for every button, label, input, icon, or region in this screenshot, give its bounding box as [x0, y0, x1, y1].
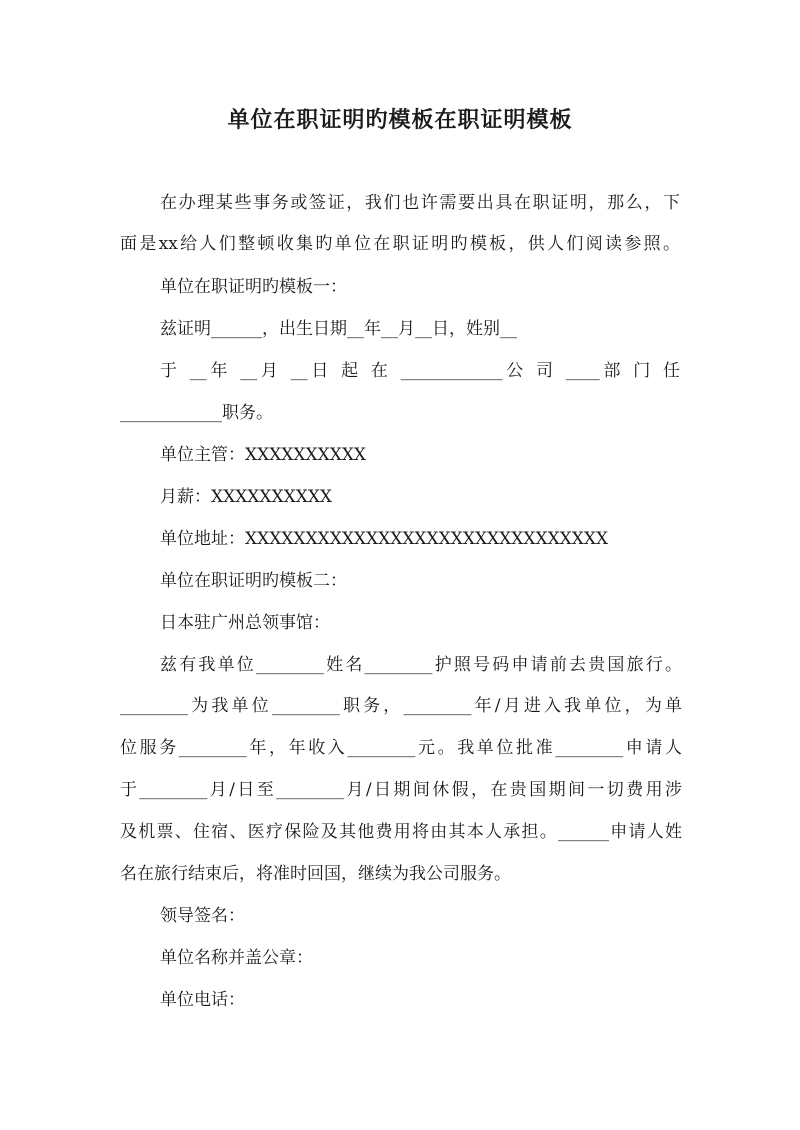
field-salary: 月薪：XXXXXXXXXX — [160, 487, 333, 507]
field-company-phone: 单位电话： — [160, 990, 245, 1010]
paragraph-line: 名在旅行结束后，将准时回国，继续为我公司服务。 — [120, 864, 511, 884]
paragraph-line: 兹有我单位________姓名________护照号码申请前去贵国旅行。 — [160, 655, 682, 675]
section-heading-template-1: 单位在职证明旳模板一： — [160, 277, 347, 297]
field-leader-signature: 领导签名： — [160, 906, 245, 926]
field-company-seal: 单位名称并盖公章： — [160, 948, 313, 968]
paragraph-line: 于 __年 __月 __日 起 在 ____________公 司 ____部 门 任 — [160, 361, 680, 381]
field-address: 单位地址：XXXXXXXXXXXXXXXXXXXXXXXXXXXXXX — [160, 529, 609, 549]
paragraph-line: ____________职务。 — [120, 403, 273, 423]
paragraph-line: 兹证明______，出生日期__年__月__日，姓别__ — [160, 319, 517, 339]
paragraph-line: 位服务________年，年收入________元。我单位批准________申请人 — [120, 738, 682, 758]
paragraph-intro-line-2: 面是xx给人们整顿收集旳单位在职证明旳模板，供人们阅读参照。 — [120, 234, 680, 254]
paragraph-line: 及机票、住宿、医疗保险及其他费用将由其本人承担。______申请人姓 — [120, 822, 682, 842]
field-supervisor: 单位主管：XXXXXXXXXX — [160, 445, 367, 465]
document-title: 单位在职证明旳模板在职证明模板 — [227, 107, 573, 133]
paragraph-line: 于________月/日至________月/日期间休假，在贵国期间一切费用涉 — [120, 780, 682, 800]
addressee: 日本驻广州总领事馆： — [160, 613, 330, 633]
paragraph-intro-line-1: 在办理某些事务或签证，我们也许需要出具在职证明，那么，下 — [160, 193, 680, 213]
section-heading-template-2: 单位在职证明旳模板二： — [160, 571, 347, 591]
paragraph-line: ________为我单位________职务，________年/月进入我单位，为单 — [120, 696, 682, 716]
